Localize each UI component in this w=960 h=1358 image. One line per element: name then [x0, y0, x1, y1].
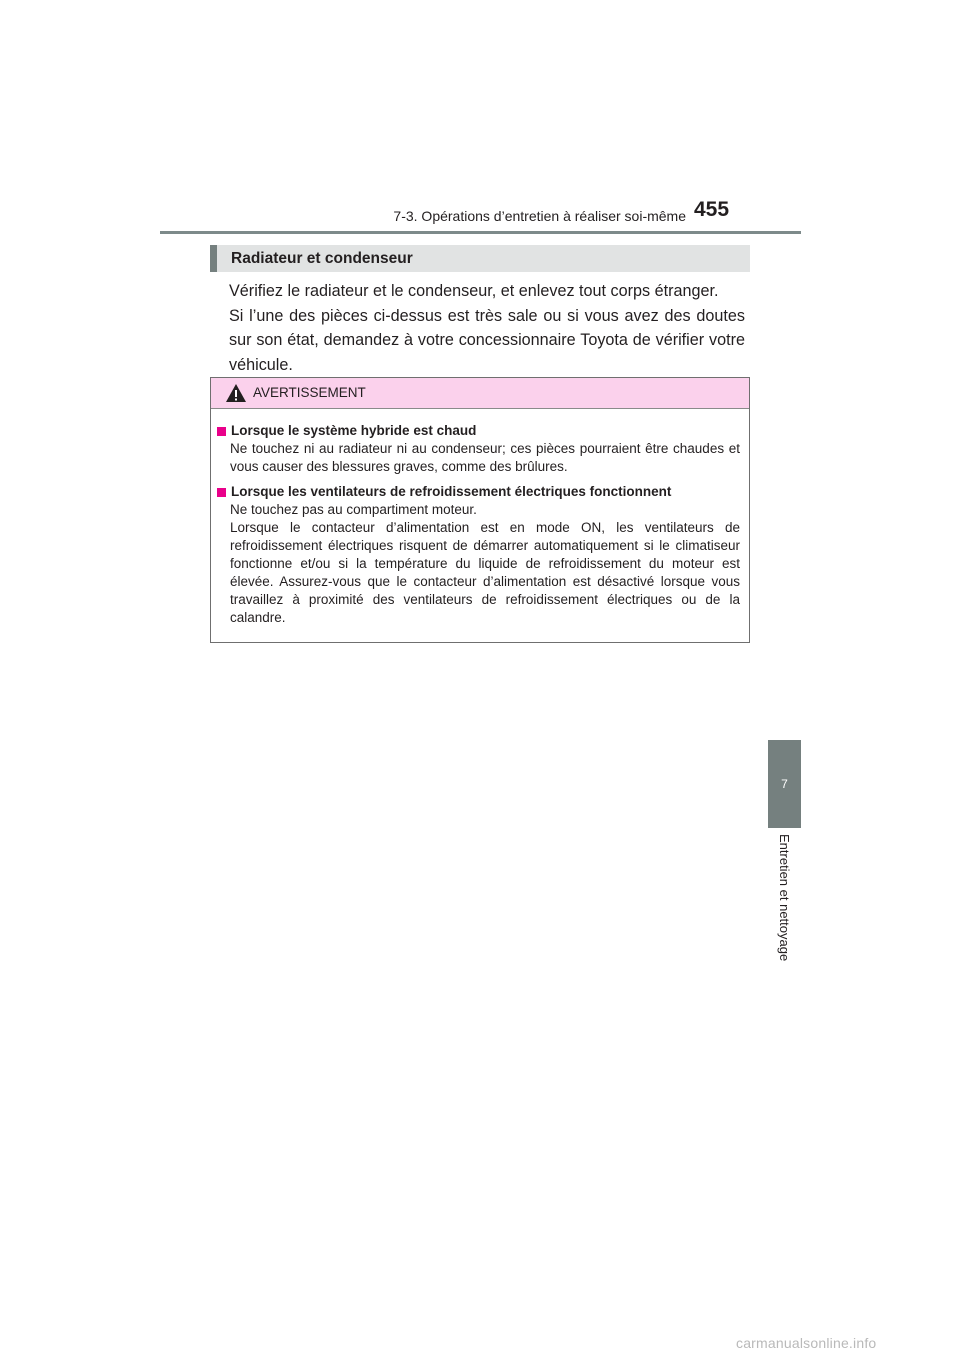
- warning-body: [211, 409, 749, 627]
- header-rule: [160, 231, 801, 234]
- square-bullet-icon: [217, 488, 226, 497]
- warning-item-text: Ne touchez pas au compartiment moteur.: [230, 502, 477, 517]
- warning-title: AVERTISSEMENT: [253, 385, 366, 400]
- chapter-tab: [768, 740, 801, 828]
- warning-item-text: Ne touchez ni au radiateur ni au condenseur; ces pièces pourraient être chaudes et vous causer des blessures graves, comme des brûlures.: [230, 441, 740, 474]
- chapter-number: 7: [781, 777, 788, 791]
- header-section-title: 7-3. Opérations d’entretien à réaliser soi-même: [393, 208, 686, 224]
- watermark: carmanualsonline.info: [736, 1335, 877, 1351]
- intro-line-2: Si l’une des pièces ci-dessus est très sale ou si vous avez des doutes sur son état, demandez à votre concessionnaire Toyota de vérifier votre véhicule.: [229, 306, 745, 374]
- warning-triangle-icon: [225, 383, 247, 403]
- warning-header: [211, 378, 749, 409]
- section-title: Radiateur et condenseur: [231, 250, 413, 267]
- warning-item-heading: Lorsque les ventilateurs de refroidissement électriques fonctionnent: [231, 484, 672, 499]
- intro-text: [229, 279, 745, 377]
- chapter-label: Entretien et nettoyage: [777, 834, 792, 962]
- warning-box: [210, 377, 750, 643]
- page-number: 455: [694, 198, 730, 221]
- section-heading-bar: [210, 245, 750, 272]
- warning-item-heading: Lorsque le système hybride est chaud: [231, 423, 477, 438]
- square-bullet-icon: [217, 427, 226, 436]
- intro-line-1: Vérifiez le radiateur et le condenseur, et enlevez tout corps étranger.: [229, 282, 719, 300]
- warning-item-text: Lorsque le contacteur d’alimentation est en mode ON, les ventilateurs de refroidissement électriques risquent de démarrer automatiquement si le climatiseur fonctionne et/ou si la température du liquide de refroidissement du moteur est élevée. Assurez-vous que le contacteur d’alimentation est désactivé lorsque vous travaillez à proximité des ventilateurs de refroidissement électriques ou de la calandre.: [230, 520, 740, 625]
- warning-item: [217, 422, 740, 476]
- warning-item: [217, 483, 740, 627]
